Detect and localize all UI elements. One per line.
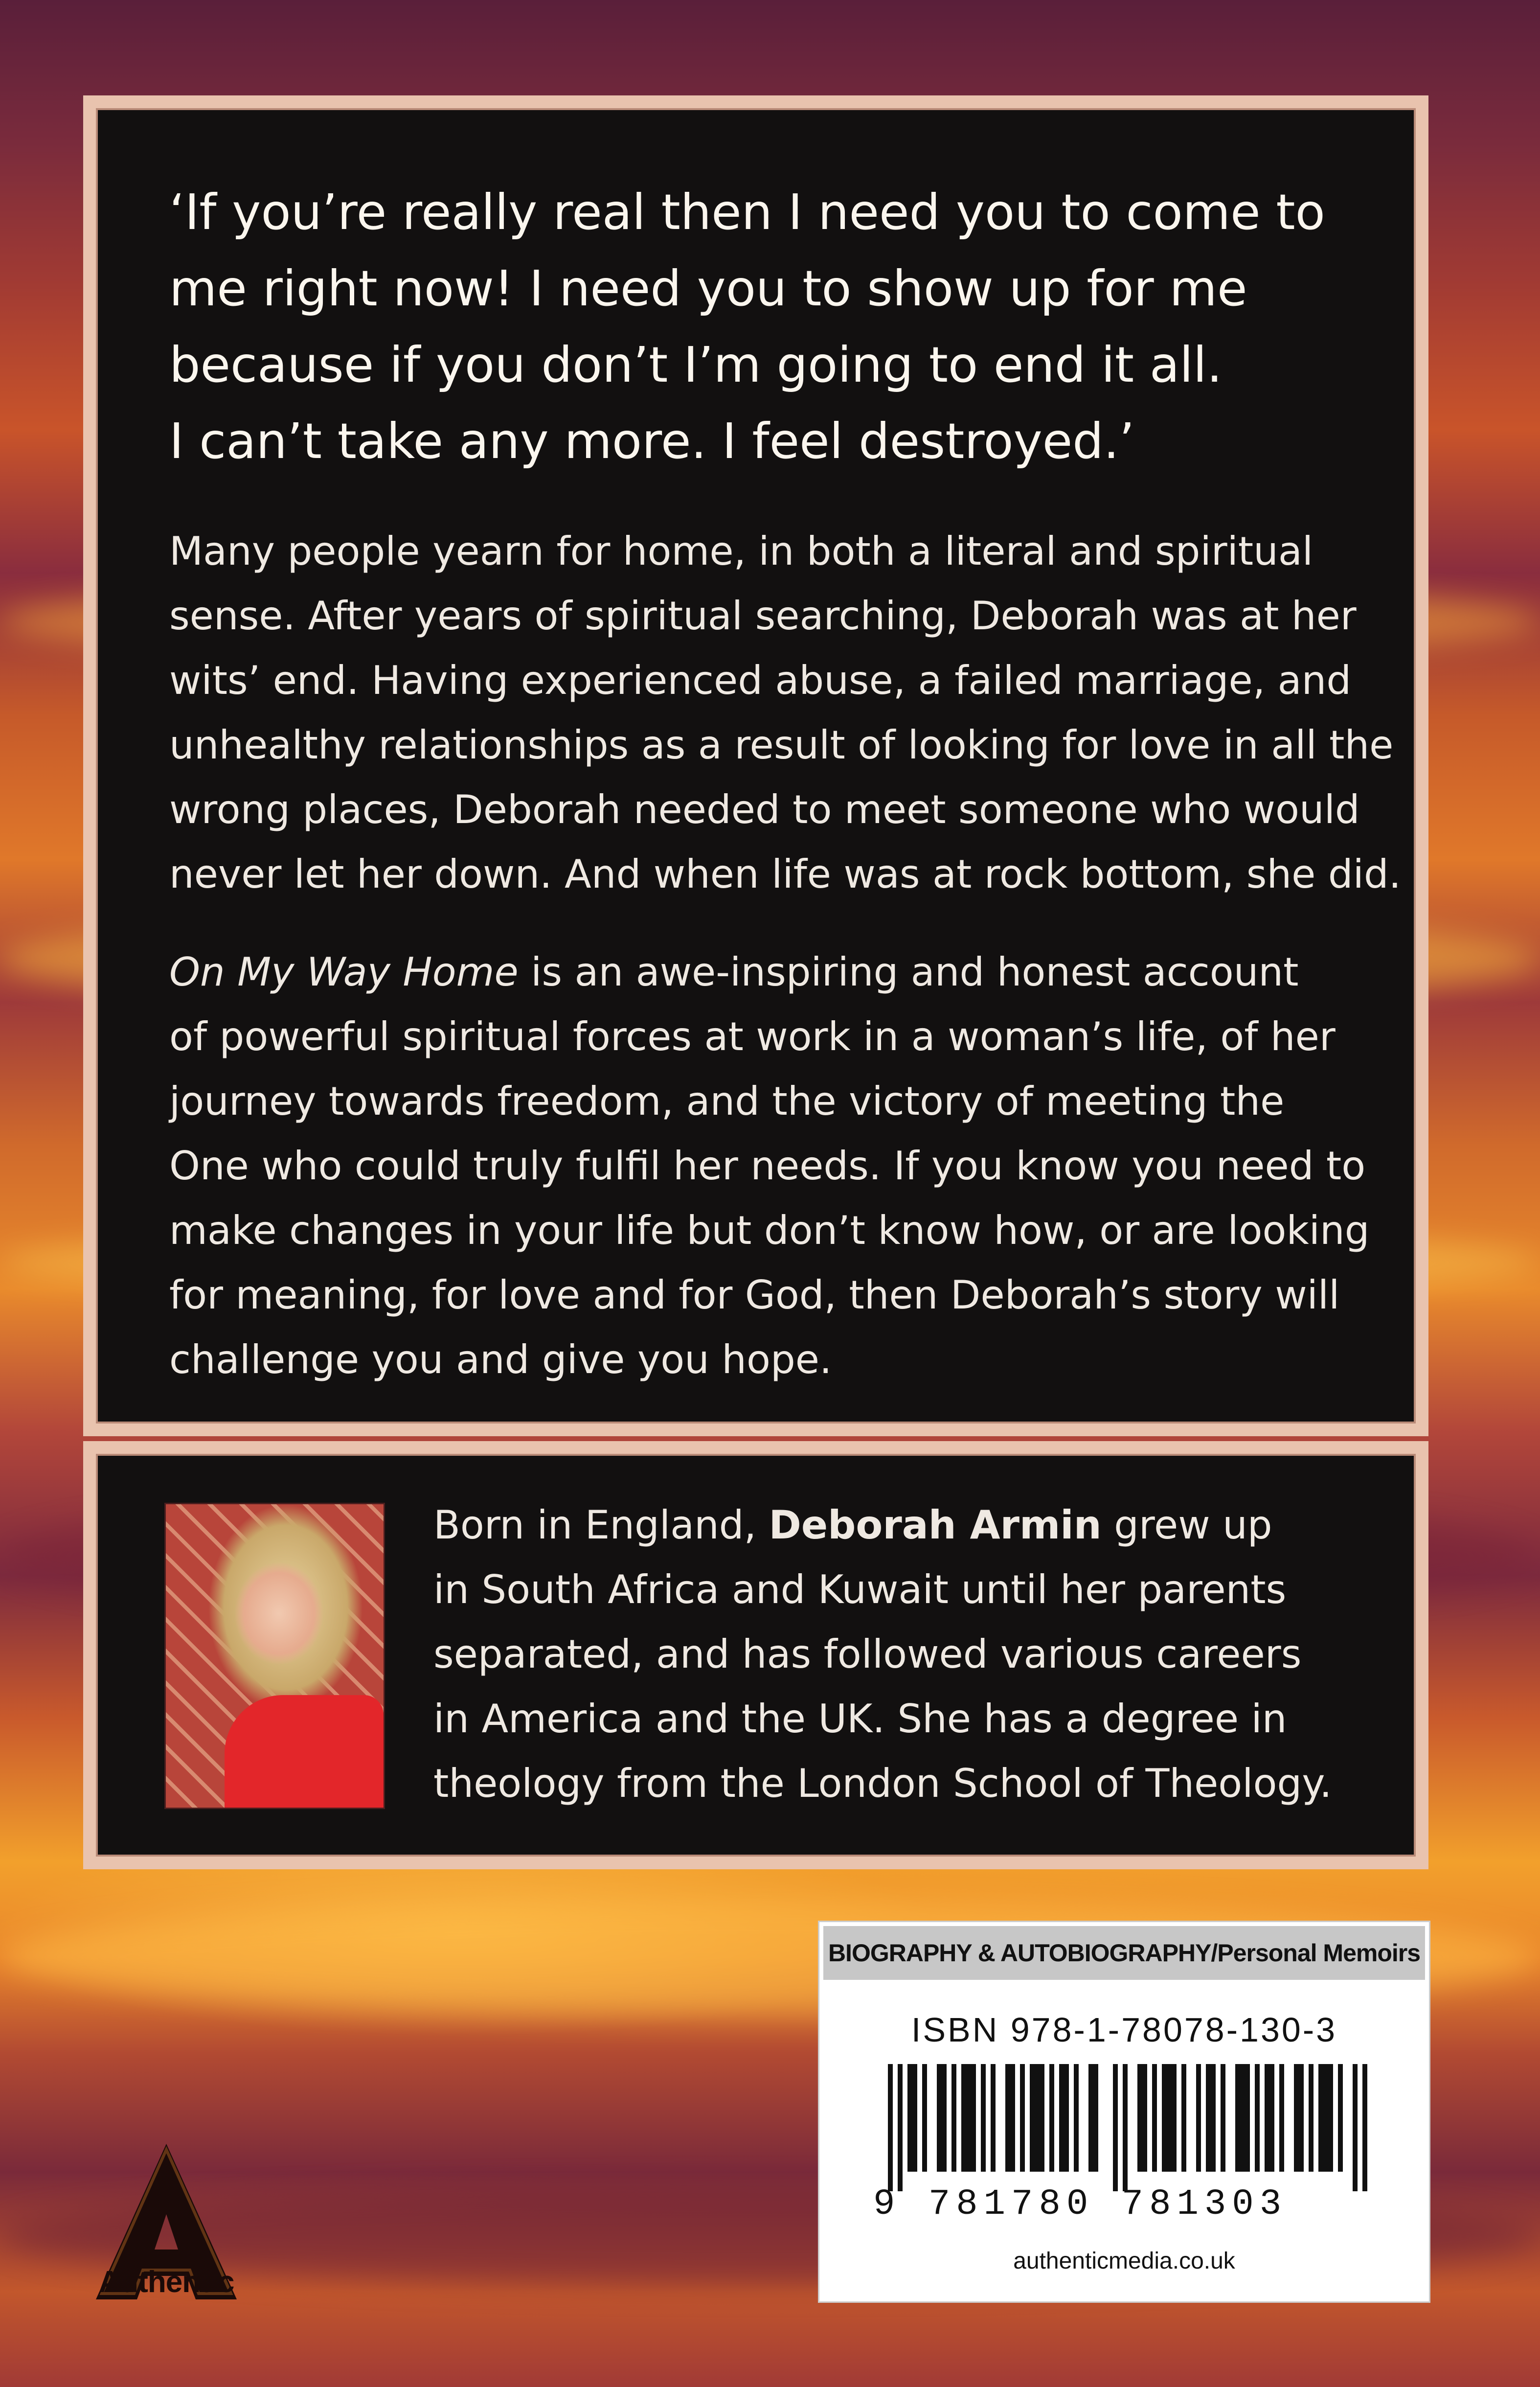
- book-title-italic: On My Way Home: [169, 949, 519, 995]
- author-name: Deborah Armin: [769, 1502, 1102, 1548]
- blurb-panel: [83, 95, 1428, 1436]
- publisher-name: Authentic: [98, 2265, 234, 2299]
- barcode-icon: [888, 2064, 1367, 2191]
- publisher-website: authenticmedia.co.uk: [1013, 2248, 1235, 2274]
- pull-quote: ‘If you’re really real then I need you to come to me right now! I need you to show up for me because if you don’t I’m going to end it all. I can’t take any more. I feel destroyed.’: [169, 184, 1325, 470]
- author-bio-intro: Born in England,: [433, 1502, 769, 1548]
- author-photo: [164, 1503, 385, 1809]
- blurb-paragraph-2: [169, 940, 1402, 1392]
- author-panel: [83, 1441, 1428, 1869]
- barcode-digits: 9 781780 781303: [873, 2184, 1288, 2225]
- author-bio-text: grew up in South Africa and Kuwait until her parents separated, and has followed various careers in America and the UK. She has a degree in theology from the London School of Theology.: [433, 1502, 1332, 1806]
- author-bio: [433, 1493, 1402, 1816]
- author-photo-shirt: [225, 1695, 384, 1808]
- isbn-barcode-box: [818, 1921, 1430, 2303]
- isbn-number: ISBN 978-1-78078-130-3: [911, 2011, 1337, 2049]
- blurb-paragraph-1: Many people yearn for home, in both a literal and spiritual sense. After years of spiritual searching, Deborah was at her wits’ end. Having experienced abuse, a failed marriage, and unhealthy relationships as a result of looking for love in all the wrong places, Deborah needed to meet someone who would never let her down. And when life was at rock bottom, she did.: [169, 528, 1402, 897]
- blurb-paragraph-2-text: is an awe-inspiring and honest account of powerful spiritual forces at work in a woman’s life, of her journey towards freedom, and the victory of meeting the One who could truly fulfil her needs. If you know you need to make changes in your life but don’t know how, or are looking for meaning, for love and for God, then Deborah’s story will challenge you and give you hope.: [169, 949, 1370, 1382]
- category-label: BIOGRAPHY & AUTOBIOGRAPHY/Personal Memoirs: [823, 1926, 1425, 1980]
